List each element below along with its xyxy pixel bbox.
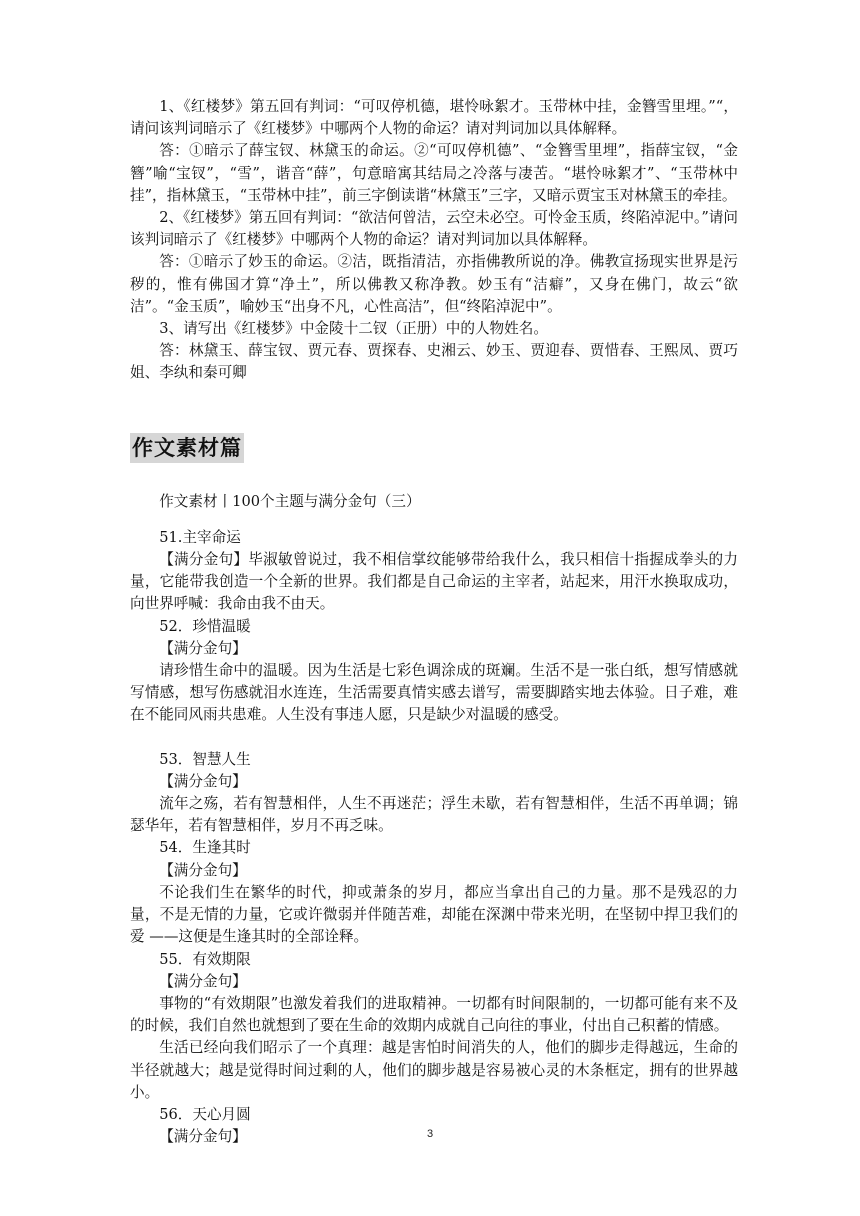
topic-title-55: 55．有效期限	[159, 950, 251, 968]
topic-body-55a: 事物的“有效期限”也激发着我们的进取精神。一切都有时间限制的，一切都可能有来不及的时候，我们自然也就想到了要在生命的效期内成就自己向往的事业，付出自己积蓄的情感。	[130, 994, 738, 1035]
topic-title-56: 56．天心月圆	[159, 1105, 251, 1123]
topic-title-53: 53．智慧人生	[159, 750, 251, 768]
topic-body-55b: 生活已经向我们昭示了一个真理：越是害怕时间消失的人，他们的脚步走得越远，生命的半径就越大；越是觉得时间过剩的人，他们的脚步越是容易被心灵的木条框定，拥有的世界越小。	[130, 1039, 738, 1101]
question-1: 1、《红楼梦》第五回有判词：“可叹停机德，堪怜咏絮才。玉带林中挂，金簪雪里埋。”“，请问该判词暗示了《红楼梦》中哪两个人物的命运？请对判词加以具体解释。	[130, 98, 738, 138]
blank-line	[130, 727, 738, 749]
topic-title-52: 52．珍惜温暖	[159, 617, 251, 635]
page-content	[130, 96, 738, 1148]
topic-body-51: 【满分金句】毕淑敏曾说过，我不相信掌纹能够带给我什么，我只相信十指握成拳头的力量，它能带我创造一个全新的世界。我们都是自己命运的主宰者，站起来，用汗水换取成功，向世界呼喊：我命由我不由天。	[130, 551, 738, 613]
topic-label-52: 【满分金句】	[159, 639, 247, 657]
topic-body-53: 流年之殇，若有智慧相伴，人生不再迷茫；浮生未歇，若有智慧相伴，生活不再单调；锦瑟华年，若有智慧相伴，岁月不再乏味。	[130, 795, 738, 835]
topic-label-56: 【满分金句】	[159, 1128, 247, 1146]
answer-1: 答：①暗示了薛宝钗、林黛玉的命运。②“可叹停机德”、“金簪雪里埋”，指薛宝钗，“金簪”喻“宝钗”，“雪”，谐音“薛”，句意暗寓其结局之冷落与凄苦。“堪怜咏絮才”、“玉带林中挂”，指林黛玉，“玉带林中挂”，前三字倒读谐“林黛玉”三字，又暗示贾宝玉对林黛玉的牵挂。	[130, 142, 738, 204]
question-3: 3、请写出《红楼梦》中金陵十二钗（正册）中的人物姓名。	[159, 320, 548, 338]
topic-title-54: 54．生逢其时	[159, 839, 251, 857]
topic-label-55: 【满分金句】	[159, 972, 247, 990]
page-number: 3	[426, 1128, 434, 1140]
answer-3: 答：林黛玉、薛宝钗、贾元春、贾探春、史湘云、妙玉、贾迎春、贾惜春、王熙凤、贾巧姐、李纨和秦可卿	[130, 342, 738, 382]
topic-title-51: 51.主宰命运	[159, 528, 241, 546]
section-heading: 作文素材篇	[130, 433, 244, 463]
topic-label-53: 【满分金句】	[159, 772, 247, 790]
topic-body-52: 请珍惜生命中的温暖。因为生活是七彩色调涂成的斑斓。生活不是一张白纸，想写情感就写情感，想写伤感就泪水连连，生活需要真情实感去谱写，需要脚踏实地去体验。日子难，难在不能同风雨共患难。人生没有事违人愿，只是缺少对温暖的感受。	[130, 662, 738, 724]
topic-body-54: 不论我们生在繁华的时代，抑或萧条的岁月，都应当拿出自己的力量。那不是残忍的力量，不是无情的力量，它或许微弱并伴随苦难，却能在深渊中带来光明，在坚韧中捍卫我们的爱 ——这便是生逢其时的全部诠释。	[130, 883, 738, 946]
question-2: 2、《红楼梦》第五回有判词：“欲洁何曾洁，云空未必空。可怜金玉质，终陷淖泥中。”请问该判词暗示了《红楼梦》中哪两个人物的命运？请对判词加以具体解释。	[130, 209, 738, 249]
topic-label-54: 【满分金句】	[159, 861, 247, 879]
article-subtitle: 作文素材丨100个主题与满分金句（三）	[159, 492, 421, 510]
answer-2: 答：①暗示了妙玉的命运。②洁，既指清洁，亦指佛教所说的净。佛教宣扬现实世界是污秽的，惟有佛国才算“净土”，所以佛教又称净教。妙玉有“洁癖”，又身在佛门，故云“欲洁”。“金玉质”，喻妙玉“出身不凡，心性高洁”，但“终陷淖泥中”。	[130, 253, 738, 315]
section-heading-wrap	[130, 433, 738, 467]
